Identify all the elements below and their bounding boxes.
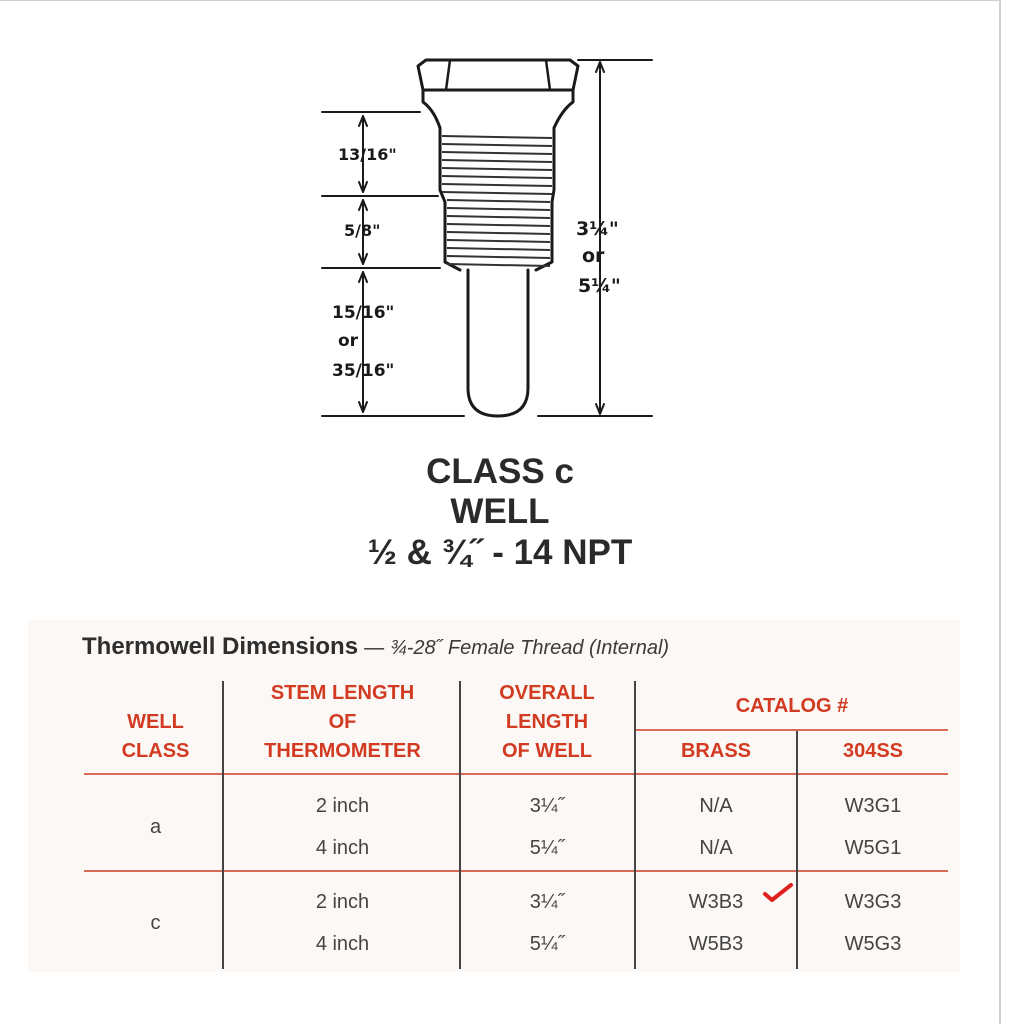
header-stem-line2: OF xyxy=(328,711,357,733)
table-cell: N/A xyxy=(699,795,733,817)
thread-line xyxy=(447,264,550,266)
table-cell: W3B3 xyxy=(688,891,744,913)
thread-line xyxy=(447,232,550,234)
table-cell: 4 inch xyxy=(315,837,370,859)
header-overall-length xyxy=(461,679,633,766)
rule-header-bottom xyxy=(84,773,948,775)
hex-head-outline xyxy=(418,60,578,90)
page-border-right xyxy=(999,0,1001,1024)
table-cell: 3¼˝ xyxy=(529,891,565,913)
thread-line xyxy=(447,240,550,242)
table-title-subtitle: ¾-28˝ Female Thread (Internal) xyxy=(390,637,670,659)
caption-line-3: ½ & ¾˝ - 14 NPT xyxy=(367,533,633,572)
caption-line-2: WELL xyxy=(450,492,550,531)
header-well-class-line1: WELL xyxy=(127,711,184,733)
table-cell: W5G3 xyxy=(844,933,902,955)
thread-line xyxy=(447,256,550,258)
thread-line xyxy=(447,208,550,210)
dim-overall-label-3: 5¼" xyxy=(578,275,621,297)
thread-line xyxy=(447,200,550,202)
col-divider-3 xyxy=(634,681,636,969)
table-cell: 3¼˝ xyxy=(529,795,565,817)
rule-group-divider xyxy=(84,870,948,872)
table-cell: 2 inch xyxy=(315,891,370,913)
thread-line xyxy=(442,144,552,146)
header-brass: BRASS xyxy=(680,740,751,762)
table-title xyxy=(82,633,669,661)
header-304ss: 304SS xyxy=(842,740,904,762)
page-border-top xyxy=(0,0,1000,1)
thread-lines xyxy=(442,136,552,266)
dim-top-label: 13/16" xyxy=(338,145,397,164)
thread-line xyxy=(442,152,552,154)
thread-line xyxy=(442,192,552,194)
table-cell: W3G1 xyxy=(844,795,902,817)
thread-line xyxy=(447,248,550,250)
thermowell-drawing xyxy=(300,40,680,430)
rule-catalog-sub xyxy=(636,729,948,731)
table-cell: 5¼˝ xyxy=(529,837,565,859)
header-stem-line3: THERMOMETER xyxy=(264,740,421,762)
thread-line xyxy=(447,224,550,226)
header-overall-line1: OVERALL xyxy=(499,682,595,704)
table-cell: W5B3 xyxy=(688,933,744,955)
dim-overall-label-1: 3¼" xyxy=(576,218,619,240)
header-well-class xyxy=(88,708,223,766)
thread-line xyxy=(442,176,552,178)
thread-line xyxy=(447,216,550,218)
class-cell-c: c xyxy=(150,912,161,934)
table-title-main: Thermowell Dimensions xyxy=(82,633,359,660)
header-catalog: CATALOG # xyxy=(735,695,849,717)
table-cell: 2 inch xyxy=(315,795,370,817)
stem-outline xyxy=(468,270,528,416)
table-title-dash: — xyxy=(364,637,385,659)
table-cell: 5¼˝ xyxy=(529,933,565,955)
dim-bottom-label-1: 15/16" xyxy=(332,303,395,323)
thread-line xyxy=(442,168,552,170)
table-cell: W3G3 xyxy=(844,891,902,913)
thread-line xyxy=(442,136,552,138)
thread-line xyxy=(442,160,552,162)
table-cell: N/A xyxy=(699,837,733,859)
thread-line xyxy=(442,184,552,186)
caption-line-1: CLASS c xyxy=(426,452,574,491)
checkmark-icon xyxy=(762,882,794,904)
dim-bottom-label-2: or xyxy=(338,331,359,351)
dim-bottom-label-3: 35/16" xyxy=(332,361,395,381)
dim-overall-label-2: or xyxy=(582,245,605,267)
header-stem-length xyxy=(225,679,460,766)
table-cell: 4 inch xyxy=(315,933,370,955)
class-cell-a: a xyxy=(149,816,162,838)
header-overall-line2: LENGTH xyxy=(505,711,589,733)
table-cell: W5G1 xyxy=(844,837,902,859)
header-well-class-line2: CLASS xyxy=(121,740,190,762)
header-stem-line1: STEM LENGTH xyxy=(270,682,415,704)
dim-mid-label: 5/8" xyxy=(344,221,381,240)
col-divider-2 xyxy=(459,681,461,969)
header-overall-line3: OF WELL xyxy=(502,740,592,762)
